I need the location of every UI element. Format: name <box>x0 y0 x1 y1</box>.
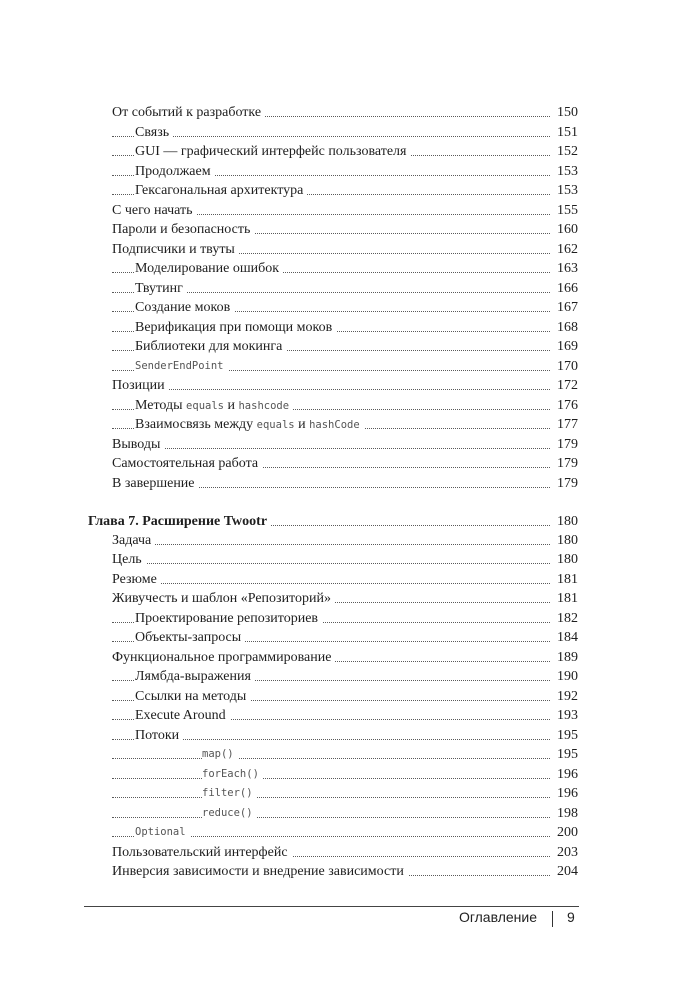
footer-section-title: Оглавление <box>458 909 537 925</box>
toc-page-number: 198 <box>550 804 578 823</box>
toc-entry-title: filter() <box>202 784 257 803</box>
toc-entry <box>0 687 683 706</box>
toc-entry-title: map() <box>202 745 238 764</box>
toc-page-number: 182 <box>550 609 578 628</box>
toc-entry <box>0 279 683 298</box>
toc-entry-title: Ссылки на методы <box>135 687 250 706</box>
toc-entry-title: Пароли и безопасность <box>112 220 254 239</box>
toc-entry <box>0 843 683 862</box>
toc-entry <box>0 726 683 745</box>
toc-page-number: 204 <box>550 862 578 881</box>
toc-entry <box>0 745 683 764</box>
dot-leader <box>112 778 572 779</box>
toc-page-number: 192 <box>550 687 578 706</box>
toc-page-number: 177 <box>550 415 578 434</box>
toc-page-number: 184 <box>550 628 578 647</box>
toc-page-number: 162 <box>550 240 578 259</box>
toc-page-number: 195 <box>550 726 578 745</box>
toc-entry <box>0 804 683 823</box>
toc-entry-title: Лямбда-выражения <box>135 667 255 686</box>
toc-entry <box>0 162 683 181</box>
toc-entry-title: Потоки <box>135 726 183 745</box>
toc-page-number: 153 <box>550 162 578 181</box>
toc-page-number: 160 <box>550 220 578 239</box>
toc-entry <box>0 862 683 881</box>
toc-entry-title: Связь <box>135 123 173 142</box>
toc-entry <box>0 570 683 589</box>
toc-entry-title: Execute Around <box>135 706 230 725</box>
toc-entry <box>0 415 683 434</box>
toc-page-number: 153 <box>550 181 578 200</box>
toc-entry-title: reduce() <box>202 804 257 823</box>
toc-entry-title: Методы equals и hashcode <box>135 396 293 416</box>
toc-entry-title: Подписчики и твуты <box>112 240 239 259</box>
toc-page-number: 163 <box>550 259 578 278</box>
toc-entry-title: Цель <box>112 550 146 569</box>
toc-entry-title: Самостоятельная работа <box>112 454 262 473</box>
toc-entry <box>0 823 683 842</box>
toc-entry <box>0 706 683 725</box>
toc-entry-title: Живучесть и шаблон «Репозиторий» <box>112 589 335 608</box>
dot-leader <box>112 817 572 818</box>
toc-entry-title: Optional <box>135 823 190 842</box>
toc-page-number: 179 <box>550 435 578 454</box>
toc-entry-title: В завершение <box>112 474 199 493</box>
toc-entry-title: Верификация при помощи моков <box>135 318 336 337</box>
toc-page-number: 195 <box>550 745 578 764</box>
toc-entry-title: GUI — графический интерфейс пользователя <box>135 142 410 161</box>
footer-divider <box>84 906 579 907</box>
toc-page-number: 168 <box>550 318 578 337</box>
toc-page-number: 193 <box>550 706 578 725</box>
toc-chapter-entry <box>0 512 683 531</box>
toc-entry <box>0 337 683 356</box>
toc-entry <box>0 550 683 569</box>
toc-entry-title: Взаимосвязь между equals и hashCode <box>135 415 364 435</box>
toc-entry <box>0 784 683 803</box>
toc-page-number: 166 <box>550 279 578 298</box>
toc-entry <box>0 454 683 473</box>
dot-leader <box>112 136 572 137</box>
toc-page-number: 181 <box>550 570 578 589</box>
toc-entry <box>0 531 683 550</box>
toc-entry-title: Выводы <box>112 435 164 454</box>
toc-entry <box>0 298 683 317</box>
footer-page-number: 9 <box>567 909 575 925</box>
toc-entry <box>0 628 683 647</box>
toc-entry <box>0 220 683 239</box>
toc-entry-title: Проектирование репозиториев <box>135 609 322 628</box>
toc-page-number: 155 <box>550 201 578 220</box>
toc-entry-title: От событий к разработке <box>112 103 265 122</box>
footer-separator <box>552 911 553 927</box>
dot-leader <box>112 448 572 449</box>
toc-page-number: 180 <box>550 531 578 550</box>
dot-leader <box>112 544 572 545</box>
toc-entry-title: Продолжаем <box>135 162 215 181</box>
toc-entry <box>0 103 683 122</box>
dot-leader <box>112 583 572 584</box>
toc-entry-title: forEach() <box>202 765 263 784</box>
toc-entry-title: Моделирование ошибок <box>135 259 283 278</box>
toc-entry-title: Библиотеки для мокинга <box>135 337 286 356</box>
toc-page-number: 181 <box>550 589 578 608</box>
toc-entry <box>0 123 683 142</box>
toc-entry <box>0 474 683 493</box>
toc-page-number: 179 <box>550 474 578 493</box>
toc-page-number: 180 <box>550 550 578 569</box>
toc-entry <box>0 201 683 220</box>
toc-entry <box>0 609 683 628</box>
toc-entry-title: Функциональное программирование <box>112 648 335 667</box>
toc-page-number: 196 <box>550 784 578 803</box>
dot-leader <box>112 797 572 798</box>
toc-page-number: 151 <box>550 123 578 142</box>
toc-entry <box>0 142 683 161</box>
toc-entry <box>0 357 683 376</box>
toc-page-number: 169 <box>550 337 578 356</box>
dot-leader <box>112 563 572 564</box>
toc-page-number: 190 <box>550 667 578 686</box>
toc-entry-title: Резюме <box>112 570 161 589</box>
dot-leader <box>112 758 572 759</box>
toc-entry <box>0 396 683 415</box>
chapter-title: Глава 7. Расширение Twootr <box>88 512 271 531</box>
toc-entry <box>0 259 683 278</box>
toc-entry-title: Задача <box>112 531 155 550</box>
toc-page-number: 200 <box>550 823 578 842</box>
toc-page-number: 176 <box>550 396 578 415</box>
toc-entry-title: С чего начать <box>112 201 197 220</box>
toc-page-number: 203 <box>550 843 578 862</box>
toc-page-number: 152 <box>550 142 578 161</box>
toc-page-number: 189 <box>550 648 578 667</box>
toc-entry-title: Пользовательский интерфейс <box>112 843 292 862</box>
toc-page-number: 167 <box>550 298 578 317</box>
toc-page-number: 170 <box>550 357 578 376</box>
toc-page-number: 150 <box>550 103 578 122</box>
toc-entry-title: Позиции <box>112 376 169 395</box>
toc-entry <box>0 589 683 608</box>
toc-entry-title: Создание моков <box>135 298 234 317</box>
toc-entry <box>0 435 683 454</box>
toc-entry-title: Объекты-запросы <box>135 628 245 647</box>
toc-entry <box>0 667 683 686</box>
toc-entry-title: Гексагональная архитектура <box>135 181 307 200</box>
toc-entry-title: SenderEndPoint <box>135 357 228 376</box>
toc-page-number: 179 <box>550 454 578 473</box>
dot-leader <box>112 389 572 390</box>
toc-entry <box>0 240 683 259</box>
toc-page-number: 180 <box>550 512 578 531</box>
toc-entry-title: Твутинг <box>135 279 187 298</box>
toc-page-number: 196 <box>550 765 578 784</box>
toc-entry <box>0 765 683 784</box>
toc-entry <box>0 318 683 337</box>
toc-entry <box>0 181 683 200</box>
toc-page-number: 172 <box>550 376 578 395</box>
toc-entry <box>0 376 683 395</box>
toc-entry-title: Инверсия зависимости и внедрение зависимости <box>112 862 408 881</box>
toc-entry <box>0 648 683 667</box>
